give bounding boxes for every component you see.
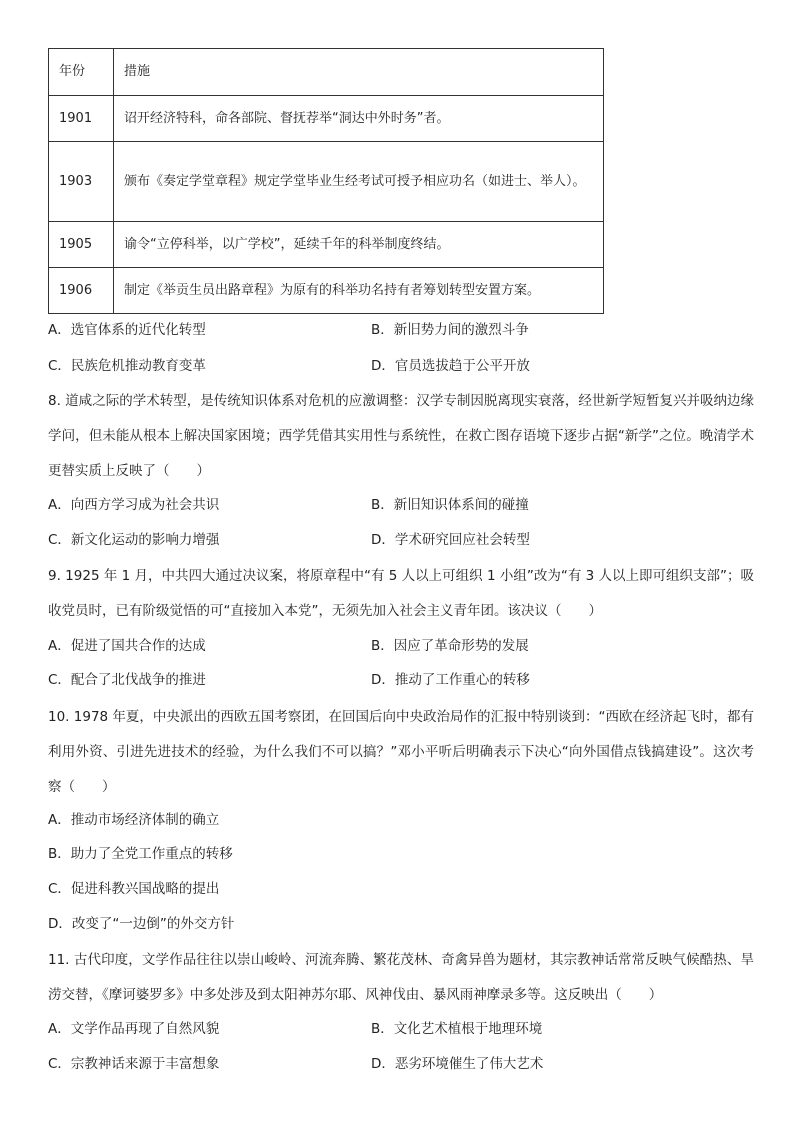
row-year: 1901 [49, 96, 114, 142]
q7-option-d[interactable]: D．官员选拔趋于公平开放 [371, 358, 530, 374]
q9-option-d[interactable]: D．推动了工作重心的转移 [371, 672, 530, 688]
table-row [49, 96, 604, 142]
q9-option-a[interactable]: A．促进了国共合作的达成 [48, 638, 206, 654]
table-row [49, 268, 604, 314]
q8-options-row-2 [48, 529, 748, 551]
q9-option-c[interactable]: C．配合了北伐战争的推进 [48, 672, 206, 688]
q8-options-row-1 [48, 494, 748, 516]
q8-option-b[interactable]: B．新旧知识体系间的碰撞 [371, 497, 529, 513]
q9-stem: 9. 1925 年 1 月，中共四大通过决议案，将原章程中“有 5 人以上可组织 1 小组”改为“有 3 人以上即可组织支部”；吸收党员时，已有阶级觉悟的可“直接加入本党”，无须先加入社会主义青年团。该决议（ ） [48, 568, 754, 619]
header-measure: 措施 [114, 49, 604, 96]
q9-options-row-2 [48, 669, 748, 691]
q8-option-a[interactable]: A．向西方学习成为社会共识 [48, 497, 220, 513]
table-header-row [49, 49, 604, 96]
q11-option-d[interactable]: D．恶劣环境催生了伟大艺术 [371, 1056, 544, 1072]
q10-option-b[interactable]: B．助力了全党工作重点的转移 [48, 846, 233, 862]
row-year: 1903 [49, 142, 114, 222]
q7-option-a[interactable]: A．选官体系的近代化转型 [48, 322, 206, 338]
q7-option-b[interactable]: B．新旧势力间的激烈斗争 [371, 322, 529, 338]
q11-stem: 11. 古代印度，文学作品往往以崇山峻岭、河流奔腾、繁花茂林、奇禽异兽为题材，其宗教神话常常反映气候酷热、旱涝交替，《摩诃婆罗多》中多处涉及到太阳神苏尔耶、风神伐由、暴风雨神摩录多等。这反映出（ ） [48, 952, 754, 1003]
row-measure: 颁布《奏定学堂章程》规定学堂毕业生经考试可授予相应功名（如进士、举人）。 [114, 142, 604, 222]
q8-option-d[interactable]: D．学术研究回应社会转型 [371, 532, 530, 548]
q7-options-row-1 [48, 319, 748, 341]
row-measure: 制定《举贡生员出路章程》为原有的科举功名持有者筹划转型安置方案。 [114, 268, 604, 314]
reform-measures-table [48, 48, 604, 314]
q11-option-b[interactable]: B．文化艺术植根于地理环境 [371, 1021, 543, 1037]
q10-stem: 10. 1978 年夏，中央派出的西欧五国考察团，在回国后向中央政治局作的汇报中特别谈到：“西欧在经济起飞时，都有利用外资、引进先进技术的经验，为什么我们不可以搞？”邓小平听后明确表示下决心“向外国借点钱搞建设”。这次考察（ ） [48, 709, 754, 795]
q10-option-c[interactable]: C．促进科教兴国战略的提出 [48, 881, 220, 897]
q11-options-row-2 [48, 1053, 748, 1075]
row-measure: 诏开经济特科，命各部院、督抚荐举“洞达中外时务”者。 [114, 96, 604, 142]
row-year: 1906 [49, 268, 114, 314]
q9-option-b[interactable]: B．因应了革命形势的发展 [371, 638, 529, 654]
table-row [49, 222, 604, 268]
q11-options-row-1 [48, 1018, 748, 1040]
q8-stem: 8. 道咸之际的学术转型，是传统知识体系对危机的应激调整：汉学专制因脱离现实衰落，经世新学短暂复兴并吸纳边缘学问，但未能从根本上解决国家困境；西学凭借其实用性与系统性，在救亡图存语境下逐步占据“新学”之位。晚清学术更替实质上反映了（ ） [48, 393, 754, 479]
q11-option-a[interactable]: A．文学作品再现了自然风貌 [48, 1021, 220, 1037]
q7-options-row-2 [48, 355, 748, 377]
row-measure: 谕令“立停科举，以广学校”，延续千年的科举制度终结。 [114, 222, 604, 268]
q9-options-row-1 [48, 635, 748, 657]
q7-option-c[interactable]: C．民族危机推动教育变革 [48, 358, 206, 374]
row-year: 1905 [49, 222, 114, 268]
q11-option-c[interactable]: C．宗教神话来源于丰富想象 [48, 1056, 220, 1072]
table-row [49, 142, 604, 222]
q10-option-d[interactable]: D．改变了“一边倒”的外交方针 [48, 916, 235, 932]
header-year: 年份 [49, 49, 114, 96]
q10-option-a[interactable]: A．推动市场经济体制的确立 [48, 812, 220, 828]
q8-option-c[interactable]: C．新文化运动的影响力增强 [48, 532, 220, 548]
